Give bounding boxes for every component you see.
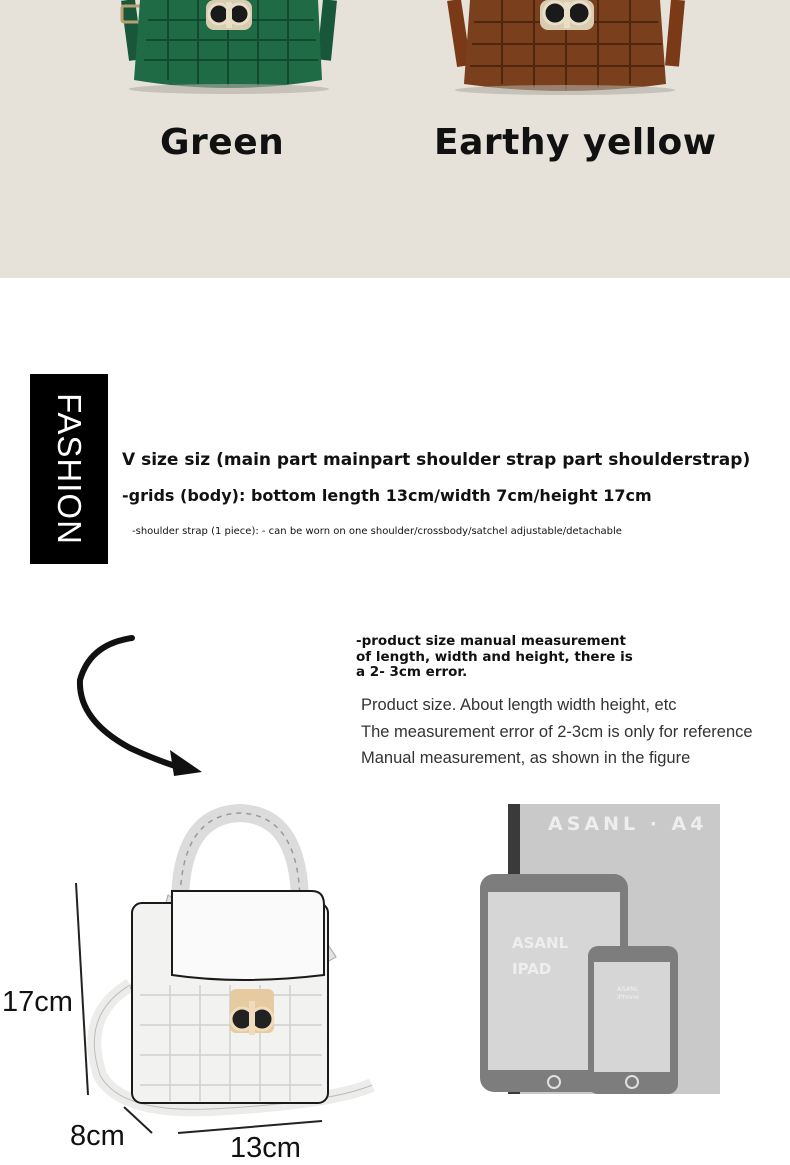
iphone-label: ASANL iPhone (617, 985, 639, 1001)
color-options-panel (0, 0, 790, 278)
fashion-tab (30, 374, 108, 564)
color-label-green[interactable]: Green (160, 122, 285, 163)
measurement-line: The measurement error of 2-3cm is only for reference (361, 722, 753, 741)
bag-lock-icon (206, 0, 252, 30)
measurement-note: -product size manual measurement of length, width and height, there is a 2- 3cm error. (356, 633, 633, 680)
measurement-line: Manual measurement, as shown in the figure (361, 749, 691, 767)
measurement-line: Product size. About length width height, etc (361, 696, 677, 714)
dimension-height: 17cm (2, 986, 73, 1018)
color-label-earthy-yellow[interactable]: Earthy yellow (434, 122, 717, 163)
fashion-tab-text: FASHION (51, 393, 88, 545)
a4-paper-label: ASANL · A4 (548, 813, 708, 835)
dimension-depth: 8cm (70, 1120, 125, 1152)
dimension-length: 13cm (230, 1132, 301, 1164)
curved-arrow-icon (70, 630, 220, 780)
spec-heading: V size siz (main part mainpart shoulder strap part shoulderstrap) (122, 450, 751, 470)
earthy-yellow-bag-image[interactable] (440, 0, 690, 96)
green-bag-image[interactable] (118, 0, 340, 96)
spec-shoulder-strap: -shoulder strap (1 piece): - can be worn on one shoulder/crossbody/satchel adjustable/detachable (132, 526, 622, 537)
measurement-lines (361, 692, 753, 772)
device-comparison-image (470, 800, 730, 1100)
ipad-label: ASANL IPAD (512, 934, 569, 978)
spec-body-dimensions: -grids (body): bottom length 13cm/width 7cm/height 17cm (122, 486, 652, 505)
white-bag-image (60, 795, 400, 1135)
